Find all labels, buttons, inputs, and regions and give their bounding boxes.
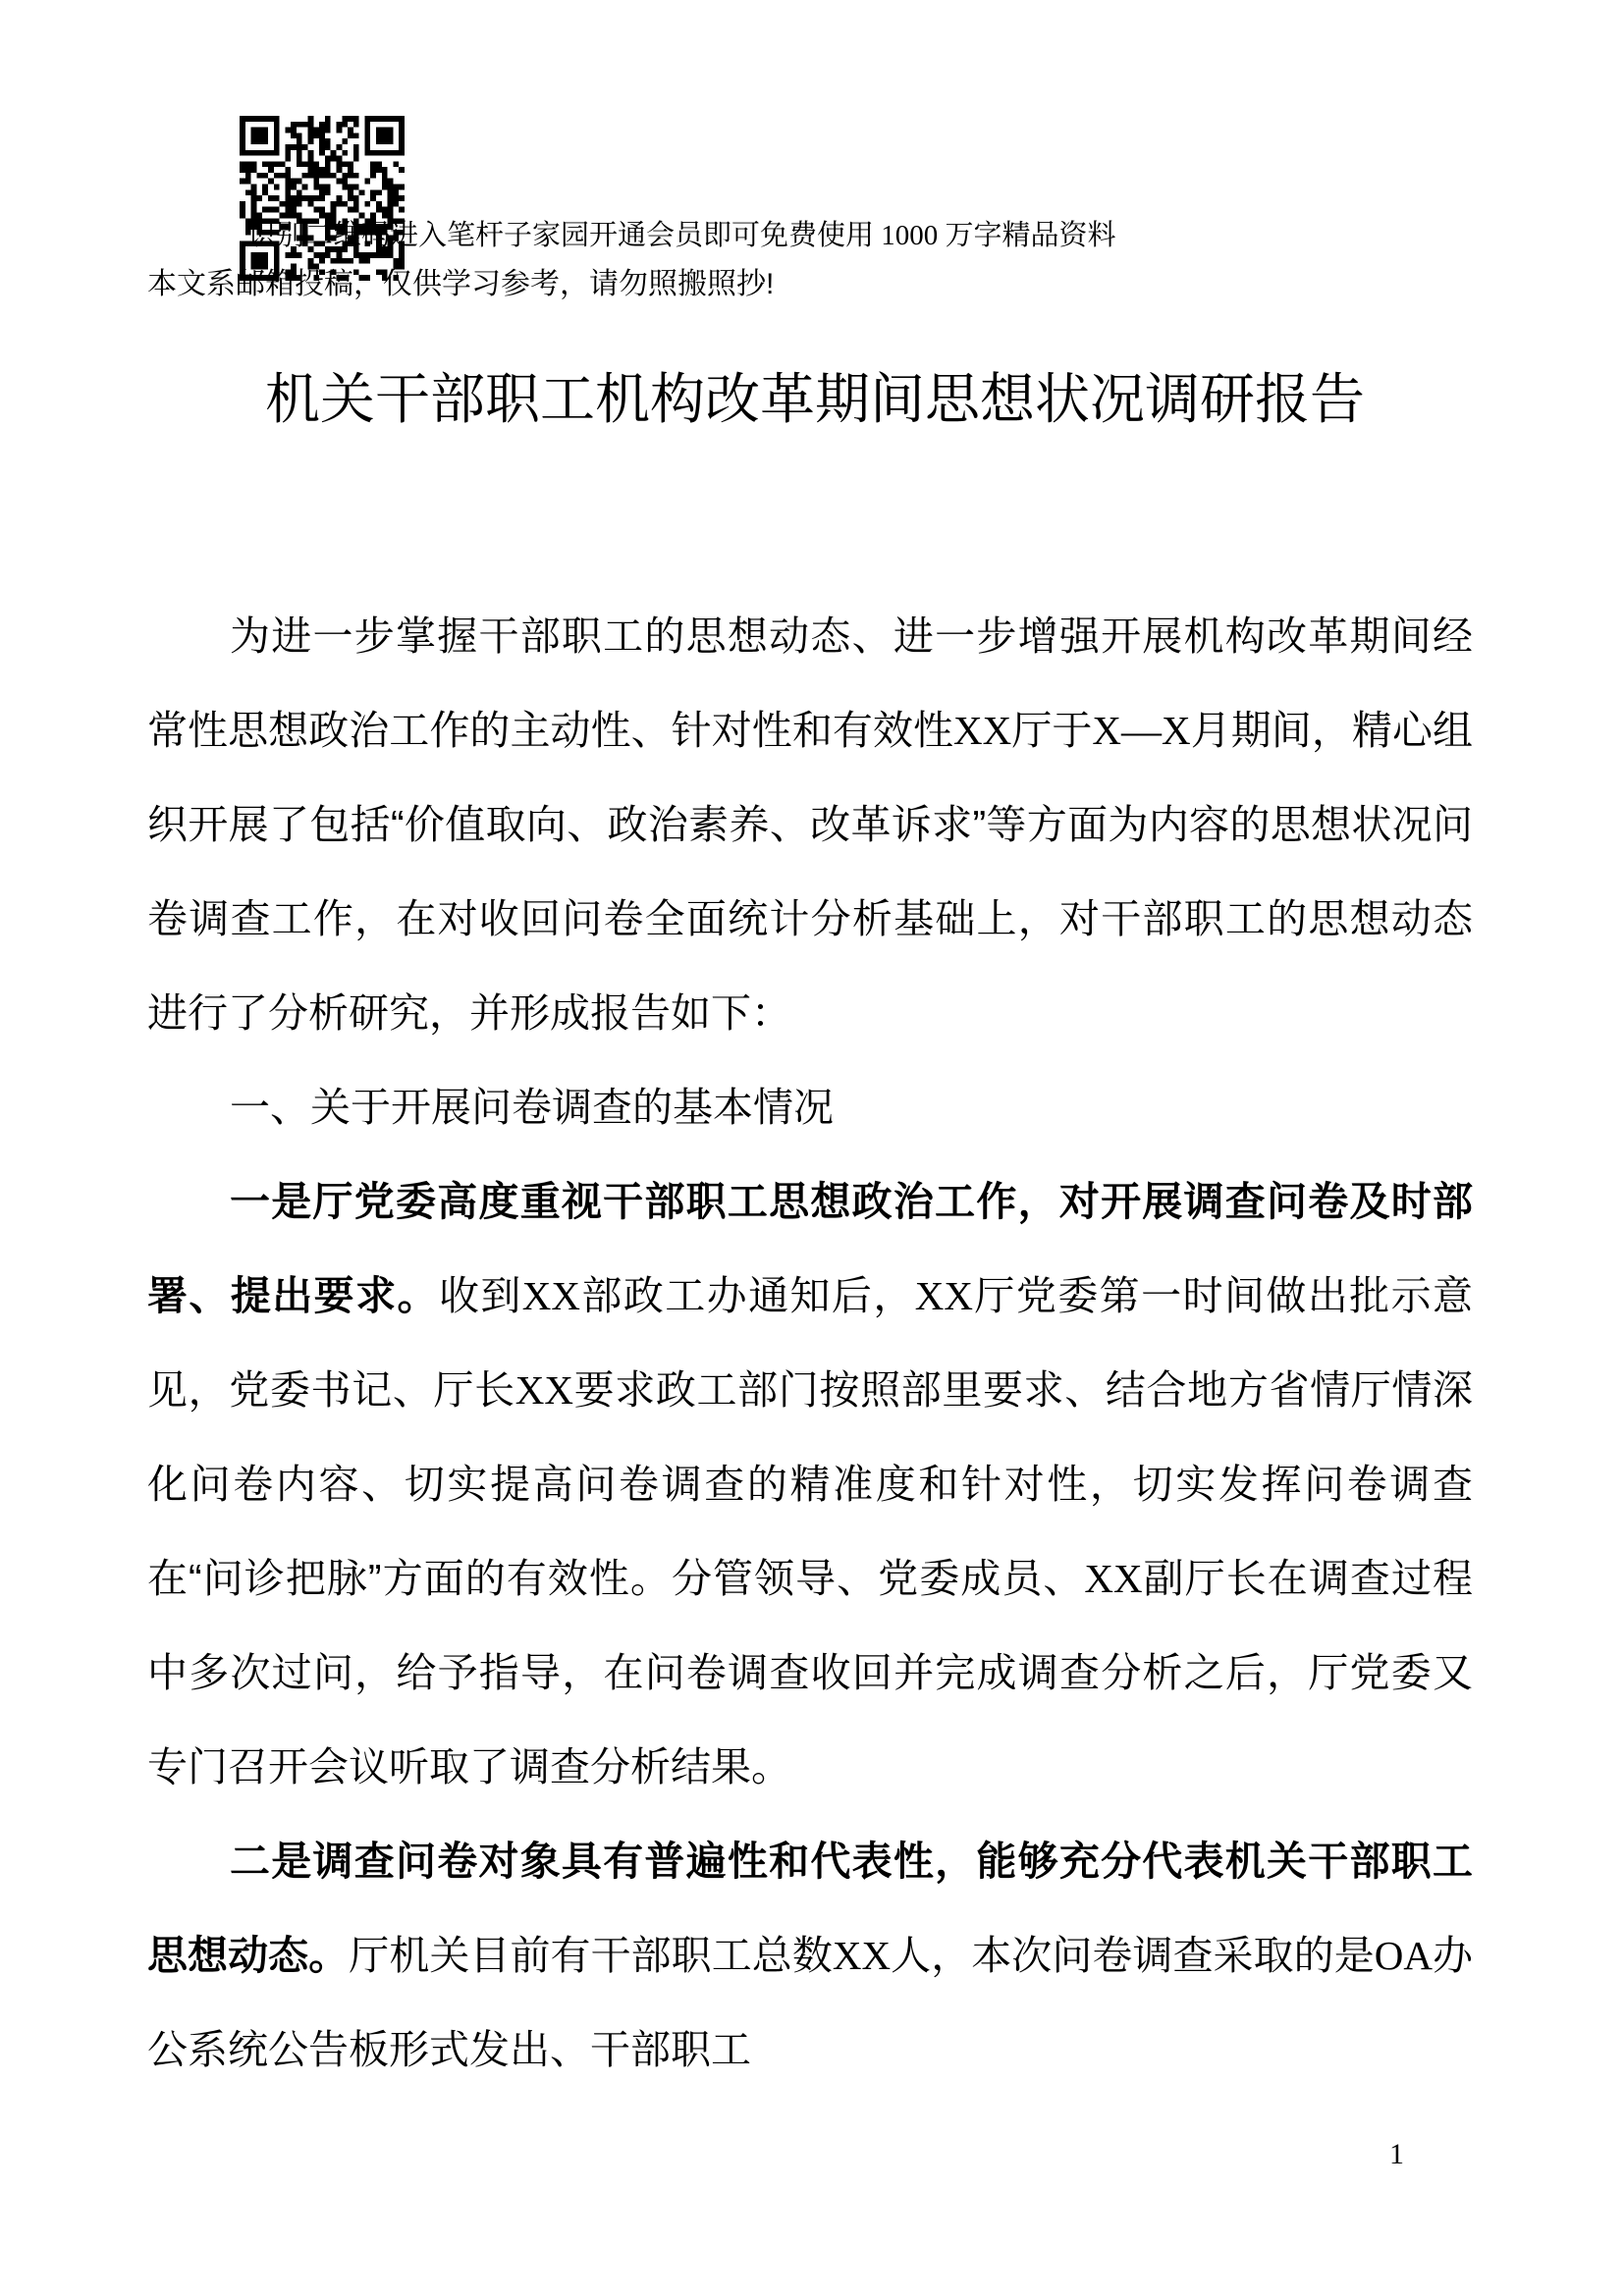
intro-text-a: 为进一步掌握干部职工的思想动态、进一步增强开展机构改革期间经常性思想政治工作的主动性、针对性和有效性 [147, 614, 1473, 753]
page-title: 机关干部职工机构改革期间思想状况调研报告 [265, 367, 1365, 430]
point-one-c: 部政工办通知后， [580, 1273, 915, 1318]
point-two-c: 人，本次问卷调查采取的是 [891, 1933, 1375, 1978]
point-one-b: XX [521, 1273, 580, 1318]
promo-line-1: 识别二维码进入笔杆子家园开通会员即可免费使用 1000 万字精品资料 [247, 220, 1116, 251]
point-one-i: 副厅长在调查过程中多次过问，给予指导，在问卷调查收回并完成调查分析之后，厅党委又专门召开会议听取了调查分析结果。 [147, 1556, 1473, 1789]
point-one-d: XX [914, 1273, 973, 1318]
point-two-a: 厅机关目前有干部职工总数 [349, 1933, 833, 1978]
intro-text-d: X—X [1092, 708, 1191, 753]
point-one-f: XX [514, 1367, 573, 1413]
point-two-lead: 二是调查问卷对象具有普遍性和代表性，能够充分代表机关干部职工思想动态。 [147, 1839, 1473, 1978]
page-number: 1 [1389, 2138, 1404, 2170]
intro-text-c: 厅于 [1011, 708, 1093, 753]
point-two-b: XX [832, 1933, 892, 1978]
intro-text-e: 月期间，精心组织开展了包括“价值取向、政治素养、改革诉求”等方面为内容的思想状况问卷调查工作，在对收回问卷全面统计分析基础上，对干部职工的思想动态进行了分析研究，并形成报告如下： [147, 708, 1474, 1036]
paragraph-intro [147, 589, 1473, 1060]
point-one-e: 厅党委第一时间做出批示意见，党委书记、厅长 [147, 1273, 1474, 1413]
point-one-g: 要求政工部门按照部里要求、结合地方省情厅情深化问卷内容、切实提高问卷调查的精准度和针对性，切实发挥问卷调查在“问诊把脉”方面的有效性。分管领导、党委成员、 [147, 1367, 1474, 1601]
section-heading-1: 一、关于开展问卷调查的基本情况 [230, 1085, 834, 1130]
point-one-a: 收到 [438, 1273, 522, 1318]
paragraph-point-one [147, 1154, 1473, 1814]
point-one-lead: 一是厅党委高度重视干部职工思想政治工作，对开展调查问卷及时部署、提出要求。 [147, 1179, 1473, 1318]
promo-line-2: 本文系邮箱投稿，仅供学习参考，请勿照搬照抄! [147, 268, 775, 300]
intro-text-b: XX [953, 708, 1012, 753]
point-two-e: 办公系统公告板形式发出、干部职工 [147, 1933, 1474, 2072]
document-body [147, 589, 1473, 2097]
paragraph-point-two [147, 1814, 1473, 2097]
point-two-d: OA [1374, 1933, 1433, 1978]
point-one-h: XX [1084, 1556, 1143, 1601]
